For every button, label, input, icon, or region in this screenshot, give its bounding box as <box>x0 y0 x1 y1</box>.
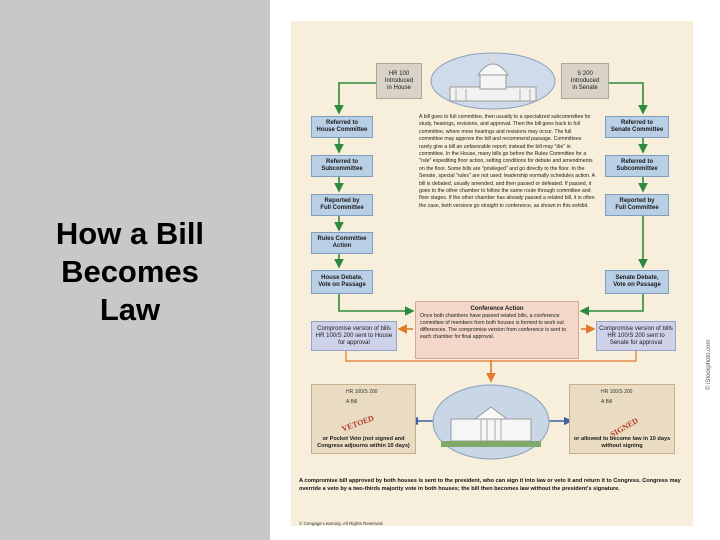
house-intro-box: HR 100 Introduced in House <box>376 63 422 99</box>
vetoed-stamp: VETOED <box>340 413 376 434</box>
house-step-3: Reported by Full Committee <box>311 194 373 216</box>
house-step-5: House Debate, Vote on Passage <box>311 270 373 294</box>
senate-step-2: Referred to Subcommittee <box>605 155 669 177</box>
senate-step-3: Reported by Full Committee <box>605 194 669 216</box>
white-house-illustration <box>431 383 551 461</box>
house-step-1: Referred to House Committee <box>311 116 373 138</box>
house-compromise-box: Compromise version of bills HR 100/S 200 sent to House for approval <box>311 321 397 351</box>
senate-compromise-box: Compromise version of bills HR 100/S 200 sent to Senate for approval <box>596 321 676 351</box>
process-description: A bill goes to full committee, then usually to a specialized subcommittee for study, hearings, revisions, and approval. Then the bill goes back to full committee, where more hearings and revisions may occur. The full committee may approve the bill and recommend passage. Committees rarely give a bill an unfavorable report; instead the bill may "die" in committee. In the House, many bills go before the Rules Committee for a "rule" expediting floor action, setting conditions for debate and amendments on the floor. Some bills are "privileged" and go directly to the floor. In the Senate, special "rules" are not used; leadership normally schedules action. A bill is debated, usually amended, and then passed or defeated. If passed, it goes to the other chamber to follow the same route through committee and floor stages. If the other chamber has already passed a related bill, it is often the case, both versions go straight to conference, as shown in this exhibit. <box>419 114 595 209</box>
conference-text: Once both chambers have passed related bills, a conference committee of members from both houses is formed to work out differences. The compromise version from conference is sent to each chamber for final approval. <box>420 313 566 340</box>
senate-step-4: Senate Debate, Vote on Passage <box>605 270 669 294</box>
senate-arrow-1 <box>609 83 643 113</box>
act-label-left: A Bill <box>346 399 358 405</box>
photo-credit: © iStockphoto.com <box>706 339 712 390</box>
slide-title: How a Bill Becomes Law <box>55 216 205 327</box>
bill-label-right: HR 100/S 200 <box>601 389 633 395</box>
conference-title: Conference Action <box>470 306 524 312</box>
senate-step-1: Referred to Senate Committee <box>605 116 669 138</box>
copyright-note: © Cengage Learning. All Rights Reserved. <box>299 521 384 526</box>
house-to-conference-arrow <box>339 294 413 311</box>
bill-label-left: HR 100/S 200 <box>346 389 378 395</box>
law-text: or allowed to become law in 10 days without signing <box>573 436 671 449</box>
diagram-background <box>291 21 693 526</box>
signed-stamp: SIGNED <box>608 415 640 440</box>
veto-text: or Pocket Veto (not signed and Congress adjourns within 10 days) <box>317 436 410 449</box>
house-arrow-1 <box>339 83 376 113</box>
capitol-illustration <box>428 51 558 111</box>
figure-caption: A compromise bill approved by both houses is sent to the president, who can sign it into law or veto it and return it to Congress. Congress may override a veto by a two-thirds majority vote in both houses; the bill then becomes law without the president's signature. <box>299 478 681 492</box>
senate-to-conference-arrow <box>581 294 643 311</box>
house-step-2: Referred to Subcommittee <box>311 155 373 177</box>
house-step-4: Rules Committee Action <box>311 232 373 254</box>
act-label-right: A Bill <box>601 399 613 405</box>
bill-flow-diagram <box>287 17 697 527</box>
senate-intro-box: S 200 Introduced in Senate <box>561 63 609 99</box>
conference-action-box <box>415 301 579 359</box>
